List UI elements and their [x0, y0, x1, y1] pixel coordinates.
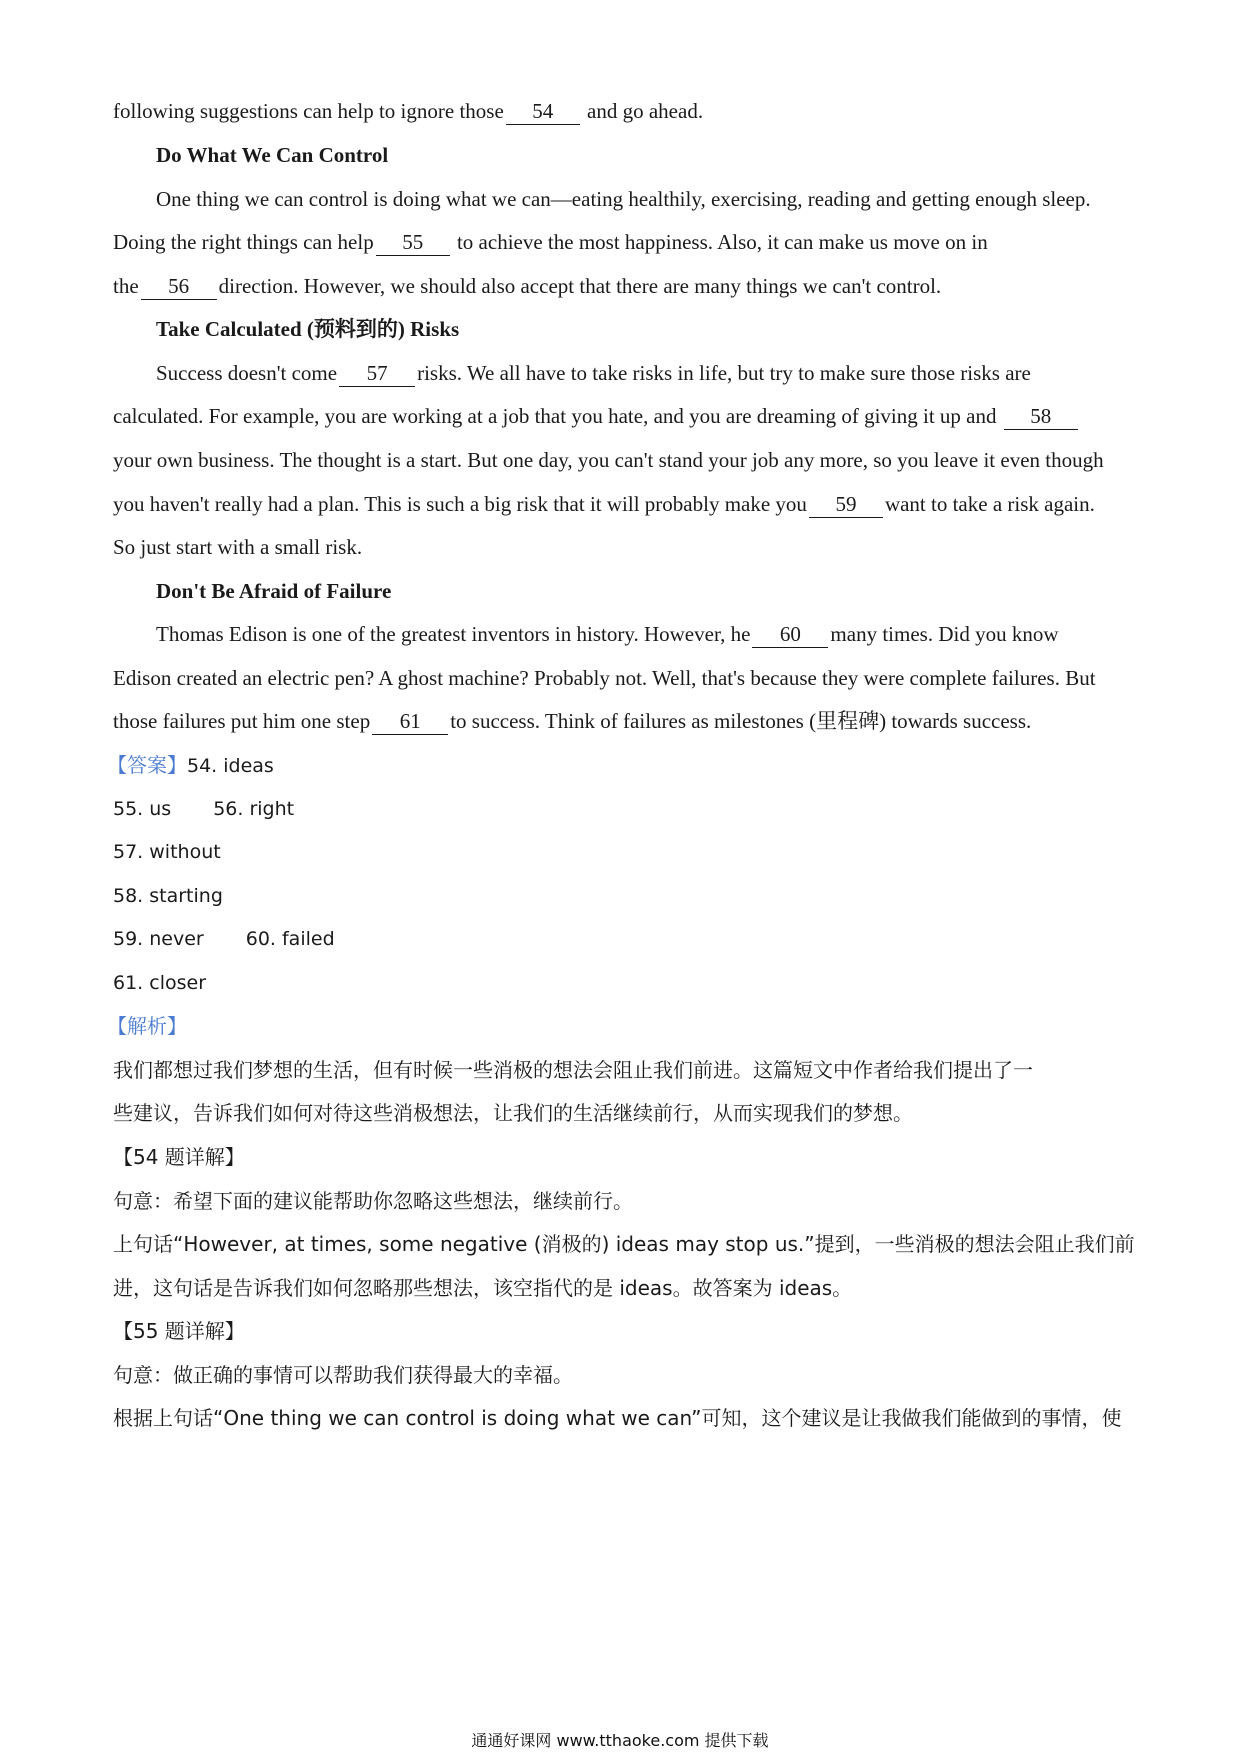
- analysis-line: 些建议，告诉我们如何对待这些消极想法，让我们的生活继续前行，从而实现我们的梦想。: [113, 1101, 913, 1125]
- blank-61: 61: [372, 708, 448, 735]
- analysis-line: 句意：做正确的事情可以帮助我们获得最大的幸福。: [113, 1363, 573, 1387]
- passage-line: [113, 271, 941, 301]
- blank-57: 57: [339, 360, 415, 387]
- blank-60: 60: [752, 621, 828, 648]
- blank-54: 54: [506, 98, 580, 125]
- text: Thomas Edison is one of the greatest inventors in history. However, he: [156, 622, 751, 646]
- blank-56: 56: [141, 273, 217, 300]
- text: direction. However, we should also accept that there are many things we can't control.: [218, 274, 942, 298]
- text: Success doesn't come: [156, 361, 338, 385]
- text: those failures put him one step: [113, 709, 371, 733]
- passage-line: [113, 489, 1095, 519]
- text: risks. We all have to take risks in life, but try to make sure those risks are: [417, 361, 1031, 385]
- analysis-line: 上句话“However, at times, some negative (消极的) ideas may stop us.”提到，一些消极的想法会阻止我们前: [113, 1232, 1135, 1256]
- analysis-line: 根据上句话“One thing we can control is doing what we can”可知，这个建议是让我做我们能做到的事情，使: [113, 1406, 1122, 1430]
- text: Doing the right things can help: [113, 230, 374, 254]
- answer-label: 【答案】: [107, 753, 187, 777]
- text: to success. Think of failures as milestones (里程碑) towards success.: [450, 709, 1032, 733]
- answers-line: [107, 750, 274, 781]
- text: the: [113, 274, 139, 298]
- analysis-line: 我们都想过我们梦想的生活，但有时候一些消极的想法会阻止我们前进。这篇短文中作者给我们提出了一: [113, 1058, 1033, 1082]
- analysis-label: 【解析】: [107, 1014, 187, 1038]
- answer-item: 59. never: [113, 928, 204, 950]
- blank-55: 55: [376, 229, 450, 256]
- passage-line: [113, 227, 988, 257]
- text: you haven't really had a plan. This is such a big risk that it will probably make you: [113, 492, 807, 516]
- passage-line: Edison created an electric pen? A ghost machine? Probably not. Well, that's because they were complete failures. But: [113, 666, 1096, 690]
- blank-58: 58: [1004, 403, 1078, 430]
- passage-line: your own business. The thought is a start. But one day, you can't stand your job any more, so you leave it even though: [113, 448, 1104, 472]
- answer-item: 56. right: [213, 798, 295, 820]
- answer-item: 58. starting: [113, 885, 223, 907]
- answer-item: 61. closer: [113, 972, 207, 994]
- footer-watermark: 通通好课网 www.tthaoke.com 提供下载: [471, 1731, 769, 1750]
- passage-line: One thing we can control is doing what we can—eating healthily, exercising, reading and getting enough sleep.: [156, 187, 1091, 211]
- question-heading: 【54 题详解】: [113, 1145, 245, 1169]
- passage-line: [113, 706, 1031, 736]
- analysis-line: 进，这句话是告诉我们如何忽略那些想法，该空指代的是 ideas。故答案为 ideas。: [113, 1276, 853, 1300]
- text: following suggestions can help to ignore those: [113, 99, 504, 123]
- analysis-line: 句意：希望下面的建议能帮助你忽略这些想法，继续前行。: [113, 1189, 633, 1213]
- question-heading: 【55 题详解】: [113, 1319, 245, 1343]
- passage-line: [113, 401, 1080, 431]
- text: to achieve the most happiness. Also, it can make us move on in: [456, 230, 988, 254]
- section-heading: Do What We Can Control: [156, 143, 389, 167]
- section-heading: Take Calculated (预料到的) Risks: [156, 317, 460, 341]
- answer-item: 54. ideas: [187, 755, 274, 777]
- passage-line: [113, 96, 703, 126]
- answer-item: 55. us: [113, 798, 172, 820]
- text: want to take a risk again.: [884, 492, 1095, 516]
- answers-line: [113, 794, 294, 824]
- text: many times. Did you know: [830, 622, 1059, 646]
- passage-line: [156, 619, 1059, 649]
- text: calculated. For example, you are working at a job that you hate, and you are dreaming of giving it up and: [113, 404, 997, 428]
- answers-line: [113, 924, 335, 954]
- text: and go ahead.: [587, 99, 704, 123]
- answer-item: 60. failed: [245, 928, 335, 950]
- blank-59: 59: [809, 491, 883, 518]
- answer-item: 57. without: [113, 841, 221, 863]
- section-heading: Don't Be Afraid of Failure: [156, 579, 392, 603]
- passage-line: So just start with a small risk.: [113, 535, 363, 559]
- passage-line: [156, 358, 1031, 388]
